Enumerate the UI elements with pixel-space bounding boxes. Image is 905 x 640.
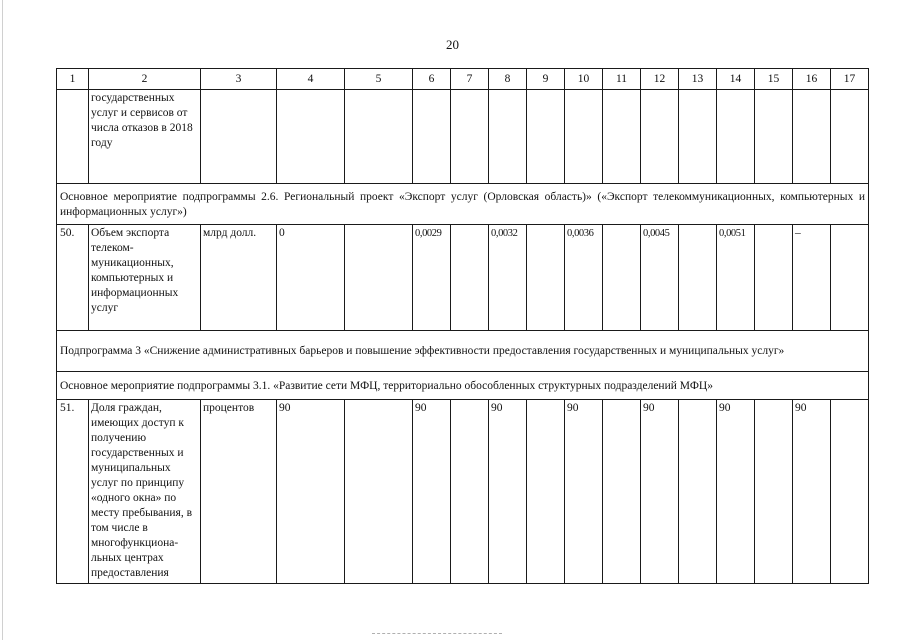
- row-number: 51.: [57, 400, 89, 584]
- column-header: 6: [413, 69, 451, 90]
- value-cell: 90: [793, 400, 831, 584]
- page-edge-line: [2, 0, 3, 640]
- column-header: 9: [527, 69, 565, 90]
- table-row: [57, 225, 869, 331]
- column-header: 14: [717, 69, 755, 90]
- column-header: 7: [451, 69, 489, 90]
- column-header: 12: [641, 69, 679, 90]
- column-header: 15: [755, 69, 793, 90]
- table-row: [57, 400, 869, 584]
- footer-rule: [372, 633, 502, 635]
- value-cell: 90: [565, 400, 603, 584]
- value-cell: 90: [489, 400, 527, 584]
- value-cell: 0,0032: [489, 225, 527, 331]
- section-row: [57, 372, 869, 400]
- value-cell: 0,0045: [641, 225, 679, 331]
- indicator-name: государственных услуг и сервисов от числа отказов в 2018 году: [89, 90, 201, 184]
- column-number-row: [57, 69, 869, 90]
- column-header: 4: [277, 69, 345, 90]
- value-cell: –: [793, 225, 831, 331]
- column-header: 11: [603, 69, 641, 90]
- value-cell: 90: [413, 400, 451, 584]
- section-row: [57, 331, 869, 372]
- column-header: 16: [793, 69, 831, 90]
- value-cell: 0,0051: [717, 225, 755, 331]
- page-number: 20: [446, 37, 459, 52]
- indicator-name: Доля граждан, имеющих доступ к получению государственных и муниципальных услуг по принципу «одного окна» по месту пребывания, в том числе в многофункциона-льных центрах предоставления: [89, 400, 201, 584]
- value-cell: 90: [277, 400, 345, 584]
- column-header: 3: [201, 69, 277, 90]
- column-header: 10: [565, 69, 603, 90]
- section-row: [57, 184, 869, 225]
- value-cell: 90: [641, 400, 679, 584]
- unit: млрд долл.: [201, 225, 277, 331]
- column-header: 17: [831, 69, 869, 90]
- value-cell: 90: [717, 400, 755, 584]
- row-number: 50.: [57, 225, 89, 331]
- column-header: 5: [345, 69, 413, 90]
- section-title: Основное мероприятие подпрограммы 2.6. Региональный проект «Экспорт услуг (Орловская область)» («Экспорт телекоммуникационных, компьютерных и информационных услуг»): [57, 184, 869, 225]
- unit: процентов: [201, 400, 277, 584]
- indicators-table: [56, 68, 869, 584]
- column-header: 1: [57, 69, 89, 90]
- section-title: Основное мероприятие подпрограммы 3.1. «Развитие сети МФЦ, территориально обособленных структурных подразделений МФЦ»: [57, 372, 869, 400]
- value-cell: 0,0029: [413, 225, 451, 331]
- value-cell: 0: [277, 225, 345, 331]
- table-row-continued: [57, 90, 869, 184]
- column-header: 13: [679, 69, 717, 90]
- indicator-name: Объем экспорта телеком-муникационных, компьютерных и информационных услуг: [89, 225, 201, 331]
- column-header: 2: [89, 69, 201, 90]
- value-cell: 0,0036: [565, 225, 603, 331]
- column-header: 8: [489, 69, 527, 90]
- section-title: Подпрограмма 3 «Снижение административных барьеров и повышение эффективности предоставления государственных и муниципальных услуг»: [57, 331, 869, 372]
